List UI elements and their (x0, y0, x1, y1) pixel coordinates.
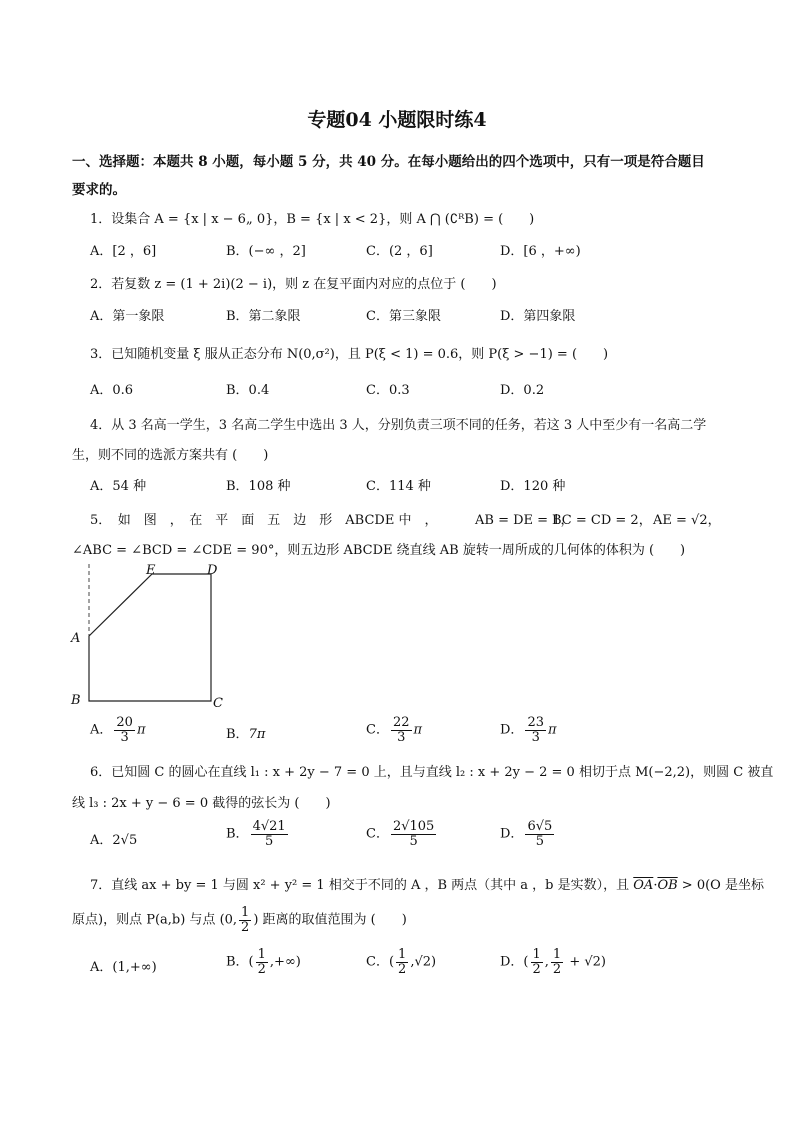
fig-label-c: C (213, 696, 223, 711)
q3-option-a: A．0.6 (90, 383, 134, 398)
q3-option-c: C．0.3 (366, 383, 410, 398)
q7-option-b: B．( $\frac{1}{2}$ ,+∞) (226, 947, 301, 977)
q6-stem-line2: 线 l₃ : 2x + y − 6 = 0 截得的弦长为 ( ) (72, 796, 331, 811)
q2-option-b: B．第二象限 (226, 309, 301, 324)
q4-option-c: C．114 种 (366, 479, 431, 494)
q1-option-c: C．(2 ，6] (366, 244, 433, 259)
q6-option-c: C． $\frac{2√105}{5}$ (366, 819, 435, 849)
q4-stem-line2: 生，则不同的选派方案共有 ( ) (72, 448, 269, 463)
section-header-line2: 要求的。 (72, 182, 126, 198)
q5-stem-line1c: BC = CD = 2， (552, 513, 652, 528)
q1-option-a: A．[2 ，6] (90, 244, 157, 259)
q5-option-b: B．7π (226, 727, 266, 742)
q1-option-d: D．[6 ，+∞) (500, 244, 581, 259)
q5-stem-line1a: 5． 如 图 ， 在 平 面 五 边 形 ABCDE 中 ， (90, 513, 438, 528)
q5-stem-line1d: AE = √2， (653, 513, 721, 528)
q4-option-b: B．108 种 (226, 479, 291, 494)
q5-option-c: C． $\frac{22}{3}$ π (366, 715, 423, 745)
pentagon-figure (70, 558, 250, 718)
q1-stem: 1．设集合 A = {x | x − 6„ 0}，B = {x | x < 2}，则 A ⋂ (∁ᴿB) = ( ) (90, 212, 535, 227)
q5-stem-line2: ∠ABC = ∠BCD = ∠CDE = 90°，则五边形 ABCDE 绕直线 AB 旋转一周所成的几何体的体积为 ( ) (72, 543, 686, 558)
q7-stem-line2: 原点)，则点 P(a,b) 与点 (0, $\frac{1}{2}$ ) 距离的取值范围为 ( ) (72, 905, 407, 935)
pentagon-outline (89, 574, 211, 701)
fig-label-e: E (146, 563, 156, 578)
q4-option-a: A．54 种 (90, 479, 147, 494)
q1-option-b: B．(−∞ ，2] (226, 244, 306, 259)
q4-stem-line1: 4．从 3 名高一学生，3 名高二学生中选出 3 人，分别负责三项不同的任务，若这 3 人中至少有一名高二学 (90, 418, 707, 433)
q5-stem-line1b: AB = DE = 1， (475, 513, 574, 528)
q2-option-d: D．第四象限 (500, 309, 576, 324)
q6-stem-line1: 6．已知圆 C 的圆心在直线 l₁ : x + 2y − 7 = 0 上，且与直线 l₂ : x + 2y − 2 = 0 相切于点 M(−2,2)，则圆 C 被直 (90, 765, 774, 780)
fig-label-a: A (71, 631, 81, 646)
q3-option-d: D．0.2 (500, 383, 545, 398)
q5-option-d: D． $\frac{23}{3}$ π (500, 715, 557, 745)
q4-option-d: D．120 种 (500, 479, 566, 494)
q3-option-b: B．0.4 (226, 383, 270, 398)
q5-option-a: A． $\frac{20}{3}$ π (90, 715, 146, 745)
fig-label-d: D (207, 563, 218, 578)
section-header-line1: 一、选择题：本题共 8 小题，每小题 5 分，共 40 分。在每小题给出的四个选项中，只有一项是符合题目 (72, 154, 705, 170)
page-title: 专题04 小题限时练4 (307, 109, 487, 131)
q6-option-d: D． $\frac{6√5}{5}$ (500, 819, 553, 849)
q6-option-b: B． $\frac{4√21}{5}$ (226, 819, 286, 849)
q7-option-c: C．( $\frac{1}{2}$ ,√2) (366, 947, 437, 977)
q2-option-c: C．第三象限 (366, 309, 441, 324)
q7-option-a: A．(1,+∞) (90, 960, 157, 975)
q7-option-d: D．( $\frac{1}{2}$ , $\frac{1}{2}$ + √2) (500, 947, 606, 977)
q7-stem-line1: 7．直线 ax + by = 1 与圆 x² + y² = 1 相交于不同的 A ，B 两点（其中 a ，b 是实数），且 $\overline{OA}\cdot\overline{OB} > 0(O$ 是坐标 (90, 878, 764, 893)
q2-stem: 2．若复数 z = (1 + 2i)(2 − i)，则 z 在复平面内对应的点位于 ( ) (90, 277, 497, 292)
q2-option-a: A．第一象限 (90, 309, 165, 324)
fig-label-b: B (71, 693, 81, 708)
q6-option-a: A．2√5 (90, 833, 138, 848)
q3-stem: 3．已知随机变量 ξ 服从正态分布 N(0,σ²)，且 P(ξ < 1) = 0.6，则 P(ξ > −1) = ( ) (90, 347, 609, 362)
